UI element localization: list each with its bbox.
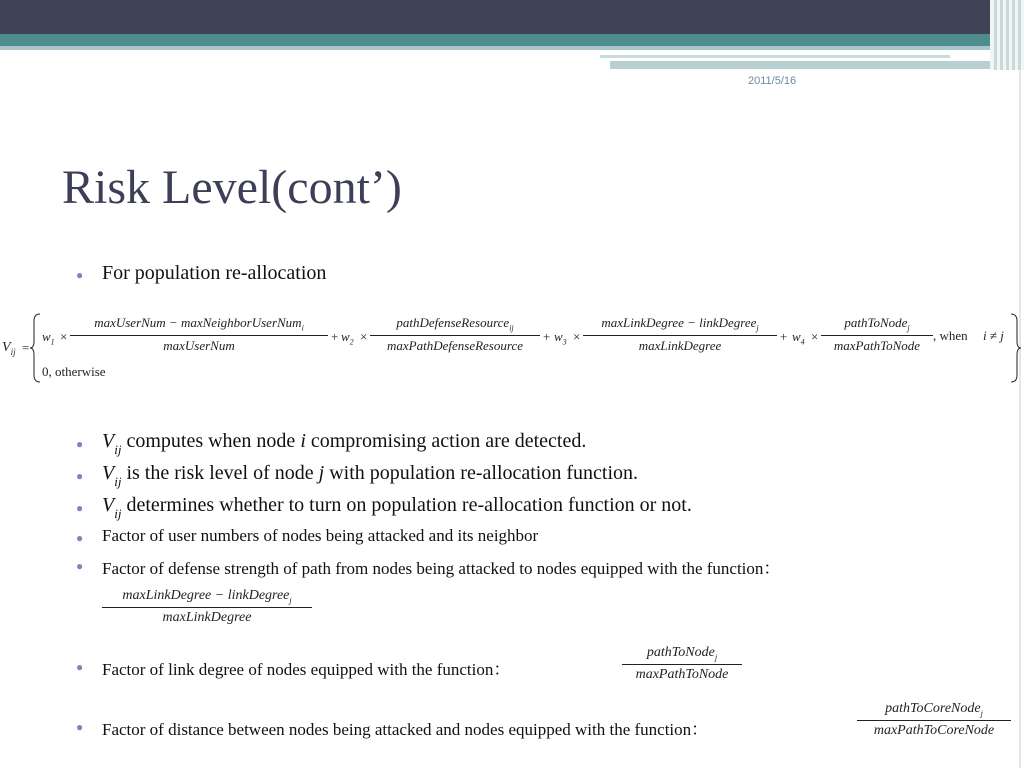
right-edge-line — [1019, 70, 1021, 768]
weight-w1: $w_1$ — [42, 329, 55, 347]
bullet-vij-determines: $V_{ij}$ determines whether to turn on population re-allocation function or not. — [102, 494, 692, 521]
bullet-factor-user-numbers: Factor of user numbers of nodes being attacked and its neighbor — [102, 526, 539, 545]
fraction-factor-defense: maxLinkDegree − linkDegree$_j$ maxLinkDegree — [102, 588, 312, 626]
fraction-link-degree: maxLinkDegree − linkDegree$_j$ maxLinkDegree — [583, 315, 777, 354]
bullet-icon: ● — [76, 268, 84, 282]
fraction-path-to-node: pathToNode$_j$ maxPathToNode — [821, 315, 933, 354]
weight-w3: $w_3$ — [554, 329, 567, 347]
times-sign: × — [360, 329, 368, 344]
bullet-icon: ● — [76, 469, 84, 483]
bullet-vij-computes: $V_{ij}$ computes when node i compromising action are detected. — [102, 430, 587, 457]
right-brace-icon — [1010, 313, 1022, 383]
plus-sign: + — [780, 329, 788, 344]
slide-date: 2011/5/16 — [748, 75, 797, 87]
header-accent-stripe — [0, 34, 990, 46]
bullet-vij-risk-level: $V_{ij}$ is the risk level of node j with population re-allocation function. — [102, 462, 639, 489]
times-sign: × — [811, 329, 819, 344]
bullet-population-reallocation: For population re-allocation — [102, 262, 327, 284]
weight-w2: $w_2$ — [341, 329, 354, 347]
fraction-factor-link: pathToNode$_j$ maxPathToNode — [622, 645, 742, 683]
formula-equals: = — [22, 340, 30, 355]
weight-w4: $w_4$ — [792, 329, 805, 347]
bullet-icon: ● — [76, 559, 84, 573]
formula-otherwise: 0, otherwise — [42, 364, 106, 379]
times-sign: × — [573, 329, 581, 344]
bullet-icon: ● — [76, 720, 84, 734]
bullet-factor-link-degree: Factor of link degree of nodes equipped with the function： — [102, 660, 511, 679]
fraction-user-num: maxUserNum − maxNeighborUserNum$_i$ maxUserNum — [70, 315, 328, 354]
formula-condition: i ≠ j — [983, 328, 1004, 343]
fraction-factor-distance: pathToCoreNode$_j$ maxPathToCoreNode — [857, 701, 1011, 739]
header-thin-stripe — [600, 55, 950, 58]
slide-title: Risk Level(cont’) — [62, 161, 402, 214]
fraction-path-defense: pathDefenseResource$_{ij}$ maxPathDefenseResource — [370, 315, 540, 354]
formula-lhs: $V_{ij}$ — [2, 340, 16, 357]
bullet-icon: ● — [76, 660, 84, 674]
bullet-factor-defense-strength: Factor of defense strength of path from nodes being attacked to nodes equipped with the function： — [102, 559, 781, 578]
bullet-icon: ● — [76, 437, 84, 451]
times-sign: × — [60, 329, 68, 344]
formula-when: , when — [933, 328, 968, 343]
plus-sign: + — [543, 329, 551, 344]
left-brace-icon — [30, 313, 42, 383]
header-thin-stripe-2 — [610, 61, 1000, 69]
header-accent-stripe-light — [0, 46, 990, 50]
header-bar — [0, 0, 1024, 34]
bullet-factor-distance: Factor of distance between nodes being attacked and nodes equipped with the function： — [102, 720, 709, 739]
bullet-icon: ● — [76, 531, 84, 545]
corner-stripes — [990, 0, 1024, 70]
plus-sign: + — [331, 329, 339, 344]
bullet-icon: ● — [76, 501, 84, 515]
